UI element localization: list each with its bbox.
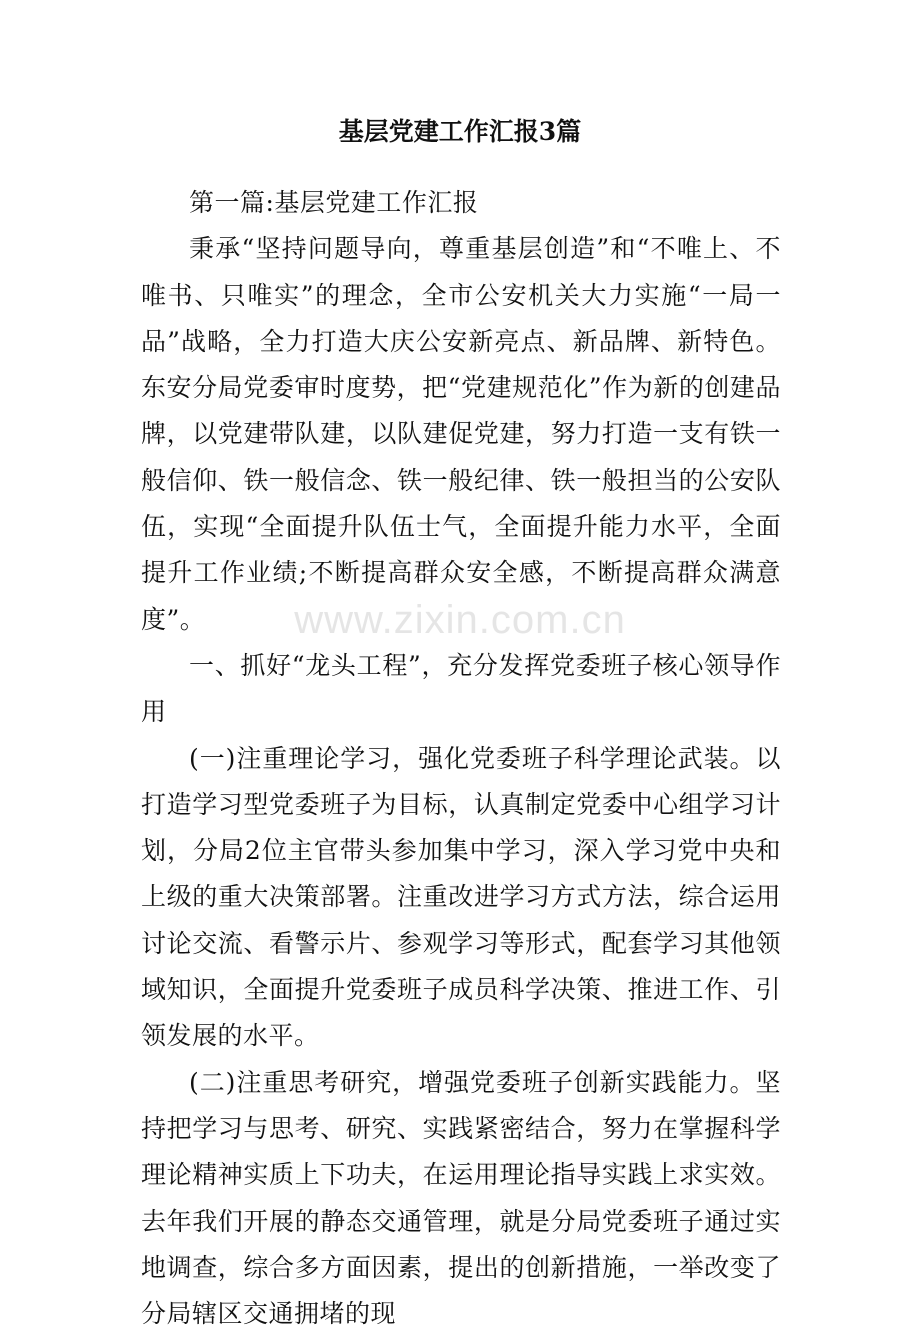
paragraph-intro: 秉承“坚持问题导向，尊重基层创造”和“不唯上、不唯书、只唯实”的理念，全市公安机关大力实施“一局一品”战略，全力打造大庆公安新亮点、新品牌、新特色。东安分局党委审时度势，把“党建规范化”作为新的创建品牌，以党建带队建，以队建促党建，努力打造一支有铁一般信仰、铁一般信念、铁一般纪律、铁一般担当的公安队伍，实现“全面提升队伍士气，全面提升能力水平，全面提升工作业绩;不断提高群众安全感，不断提高群众满意度”。 — [141, 234, 781, 634]
paragraph-item-two: (二)注重思考研究，增强党委班子创新实践能力。坚持把学习与思考、研究、实践紧密结合，努力在掌握科学理论精神实质上下功夫，在运用理论指导实践上求实效。去年我们开展的静态交通管理，就是分局党委班子通过实地调查，综合多方面因素，提出的创新措施，一举改变了分局辖区交通拥堵的现 — [141, 1067, 781, 1329]
document-title: 基层党建工作汇报3篇 — [338, 117, 582, 146]
section-heading-one: 一、抓好“龙头工程”，充分发挥党委班子核心领导作用 — [141, 650, 781, 727]
document-body — [141, 180, 781, 1337]
watermark-text: www.zixin.com.cn — [294, 598, 626, 642]
paragraph-item-one: (一)注重理论学习，强化党委班子科学理论武装。以打造学习型党委班子为目标，认真制定党委中心组学习计划，分局2位主官带头参加集中学习，深入学习党中央和上级的重大决策部署。注重改进学习方式方法，综合运用讨论交流、看警示片、参观学习等形式，配套学习其他领域知识，全面提升党委班子成员科学决策、推进工作、引领发展的水平。 — [141, 743, 781, 1051]
section-heading-first: 第一篇:基层党建工作汇报 — [189, 188, 479, 217]
